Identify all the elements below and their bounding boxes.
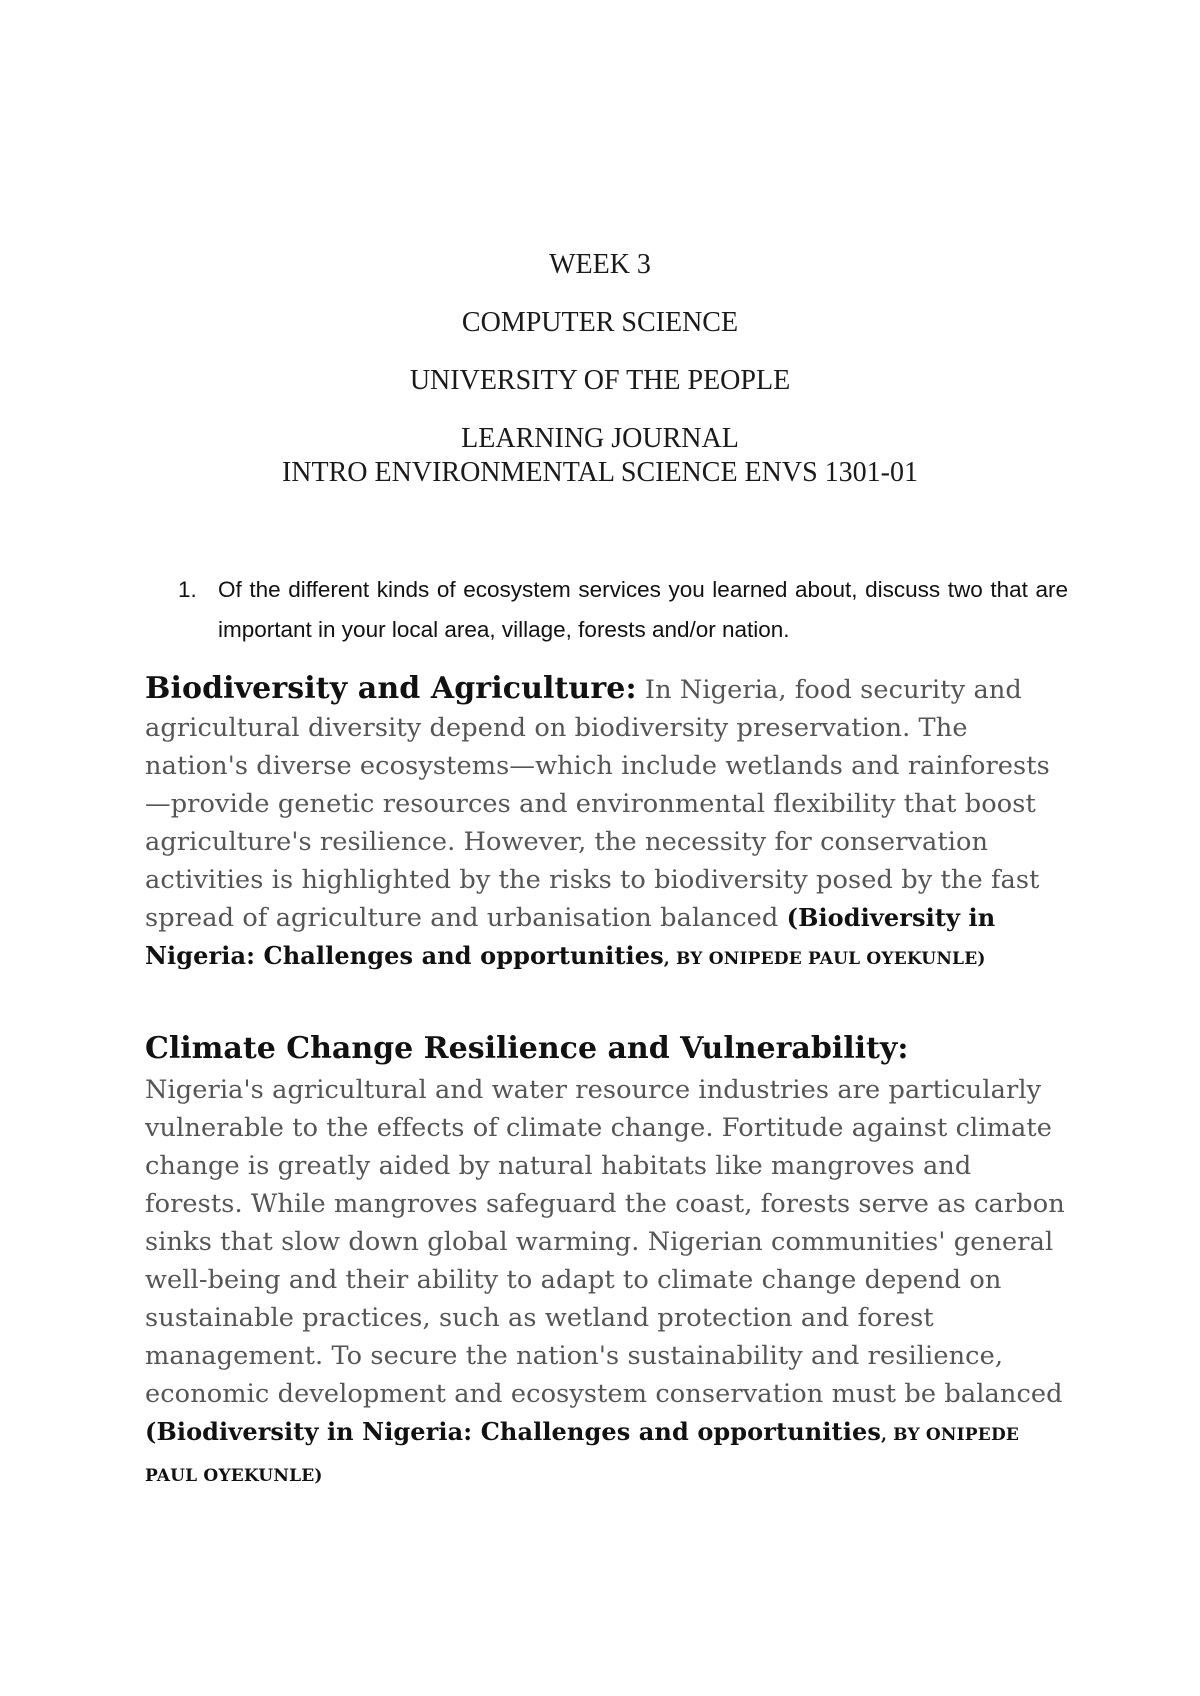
- citation-title: Biodiversity in Nigeria: Challenges and opportunities: [145, 903, 996, 970]
- question-number: 1.: [178, 577, 197, 602]
- question-text: Of the different kinds of ecosystem services you learned about, discuss two that are important in your local area, village, forests and/or nation.: [218, 577, 1068, 642]
- section-climate: [145, 1027, 1075, 1495]
- section-heading: Climate Change Resilience and Vulnerability:: [145, 1031, 909, 1066]
- university-name: UNIVERSITY OF THE PEOPLE: [409, 365, 791, 396]
- citation-open: (: [145, 1417, 157, 1446]
- citation-open: (: [786, 903, 799, 932]
- citation-title: Biodiversity in Nigeria: Challenges and opportunities: [156, 1417, 881, 1446]
- citation-author: , BY ONIPEDE PAUL OYEKUNLE): [145, 1425, 1020, 1486]
- document-type: LEARNING JOURNAL: [461, 423, 739, 454]
- title-block: [0, 248, 1200, 490]
- question-item: [178, 570, 1068, 650]
- section-heading: Biodiversity and Agriculture:: [145, 671, 637, 706]
- section-body: In Nigeria, food security and agricultural diversity depend on biodiversity preservation. The nation's diverse ecosystems—which include wetlands and rainforests—provide genetic resources and environmental flexibility that boost agriculture's resilience. However, the necessity for conservation activities is highlighted by the risks to biodiversity posed by the fast spread of agriculture and urbanisation balanced: [145, 675, 1050, 933]
- week-label: WEEK 3: [549, 249, 651, 280]
- section-paragraph: [145, 1071, 1075, 1495]
- course-area: COMPUTER SCIENCE: [461, 307, 739, 338]
- course-title: INTRO ENVIRONMENTAL SCIENCE ENVS 1301-01: [281, 457, 918, 488]
- section-biodiversity: [145, 670, 1075, 978]
- section-paragraph: [145, 670, 1075, 978]
- citation-author: , BY ONIPEDE PAUL OYEKUNLE): [663, 949, 986, 969]
- section-body: Nigeria's agricultural and water resource industries are particularly vulnerable to the effects of climate change. Fortitude against climate change is greatly aided by natural habitats like mangroves and forests. While mangroves safeguard the coast, forests serve as carbon sinks that slow down global warming. Nigerian communities' general well-being and their ability to adapt to climate change depend on sustainable practices, such as wetland protection and forest management. To secure the nation's sustainability and resilience, economic development and ecosystem conservation must be balanced: [145, 1075, 1065, 1409]
